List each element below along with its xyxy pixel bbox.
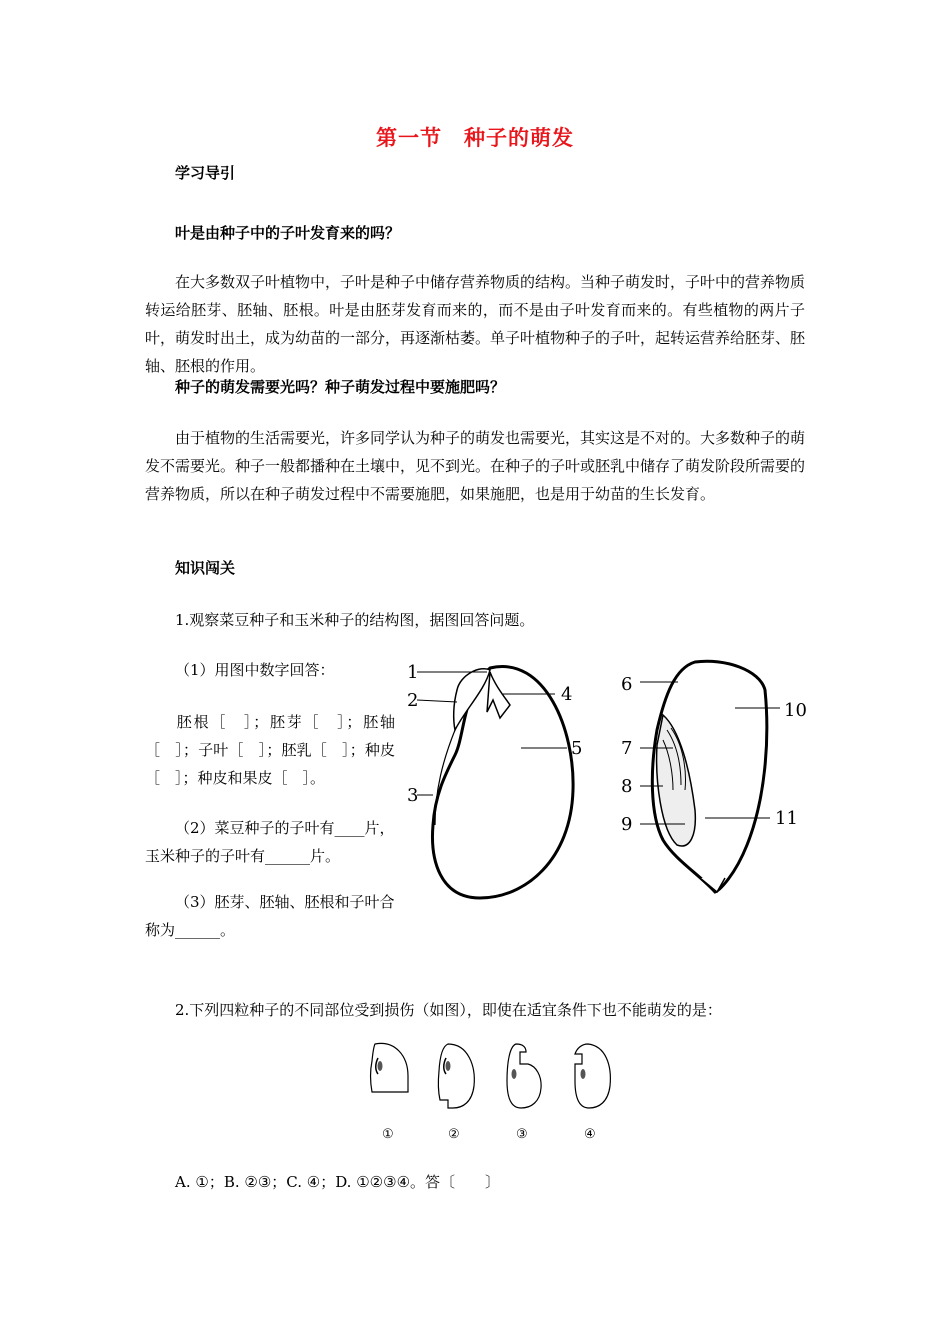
label-8: 8 (621, 776, 633, 797)
question-2-options: A. ①；B. ②③；C. ④；D. ①②③④。答〔 〕 (175, 1173, 501, 1191)
label-2: 2 (407, 690, 419, 711)
question-1-part1-body (145, 708, 395, 792)
question-1-part1-text: 胚根［ ］；胚芽［ ］；胚轴［ ］；子叶［ ］；胚乳［ ］；种皮［ ］；种皮和果皮［ ］。 (145, 713, 395, 787)
paragraph-1-text: 在大多数双子叶植物中，子叶是种子中储存营养物质的结构。当种子萌发时，子叶中的营养物质转运给胚芽、胚轴、胚根。叶是由胚芽发育而来的，而不是由子叶发育而来的。有些植物的两片子叶，萌发时出土，成为幼苗的一部分，再逐渐枯萎。单子叶植物种子的子叶，起转运营养给胚芽、胚轴、胚根的作用。 (145, 273, 806, 375)
figure2-label-2: ② (448, 1127, 460, 1142)
damaged-seeds-figure (360, 1036, 620, 1146)
paragraph-2-text: 由于植物的生活需要光，许多同学认为种子的萌发也需要光，其实这是不对的。大多数种子的萌发不需要光。种子一般都播种在土壤中，见不到光。在种子的子叶或胚乳中储存了萌发阶段所需要的营养物质，所以在种子萌发过程中不需要施肥，如果施肥，也是用于幼苗的生长发育。 (145, 429, 806, 503)
seed-4 (575, 1044, 610, 1108)
label-9: 9 (621, 814, 633, 835)
figure2-label-3: ③ (516, 1127, 528, 1142)
question-heading-1: 叶是由种子中的子叶发育来的吗？ (175, 224, 401, 242)
label-6: 6 (621, 674, 633, 695)
question-1-part2-text: （2）菜豆种子的子叶有____片，玉米种子的子叶有______片。 (145, 819, 395, 865)
question-2-stem: 2.下列四粒种子的不同部位受到损伤（如图），即使在适宜条件下也不能萌发的是： (175, 1001, 722, 1019)
study-guide-heading: 学习导引 (175, 164, 236, 182)
seed-3 (507, 1044, 541, 1108)
label-3: 3 (407, 785, 419, 806)
label-7: 7 (621, 738, 633, 759)
question-1-part2 (145, 814, 395, 870)
quiz-heading: 知识闯关 (175, 559, 236, 577)
label-5: 5 (571, 738, 583, 759)
question-1-part1-lead: （1）用图中数字回答： (175, 661, 335, 679)
paragraph-1 (145, 268, 805, 380)
label-11: 11 (775, 808, 798, 829)
question-1-part3-text: （3）胚芽、胚轴、胚根和子叶合称为______。 (145, 893, 395, 939)
seed-structure-figure (395, 650, 815, 910)
label-4: 4 (561, 684, 573, 705)
question-1-stem: 1.观察菜豆种子和玉米种子的结构图，据图回答问题。 (175, 611, 535, 629)
paragraph-2 (145, 424, 805, 508)
seed-1 (371, 1043, 409, 1092)
question-heading-2: 种子的萌发需要光吗？种子萌发过程中要施肥吗？ (175, 378, 506, 396)
figure2-label-4: ④ (584, 1127, 596, 1142)
figure2-label-1: ① (382, 1127, 394, 1142)
pointer-2 (417, 700, 457, 702)
label-1: 1 (407, 662, 419, 683)
label-10: 10 (784, 700, 807, 721)
seed-2 (438, 1044, 474, 1108)
page-title: 第一节 种子的萌发 (376, 126, 574, 150)
question-1-part3 (145, 888, 395, 944)
